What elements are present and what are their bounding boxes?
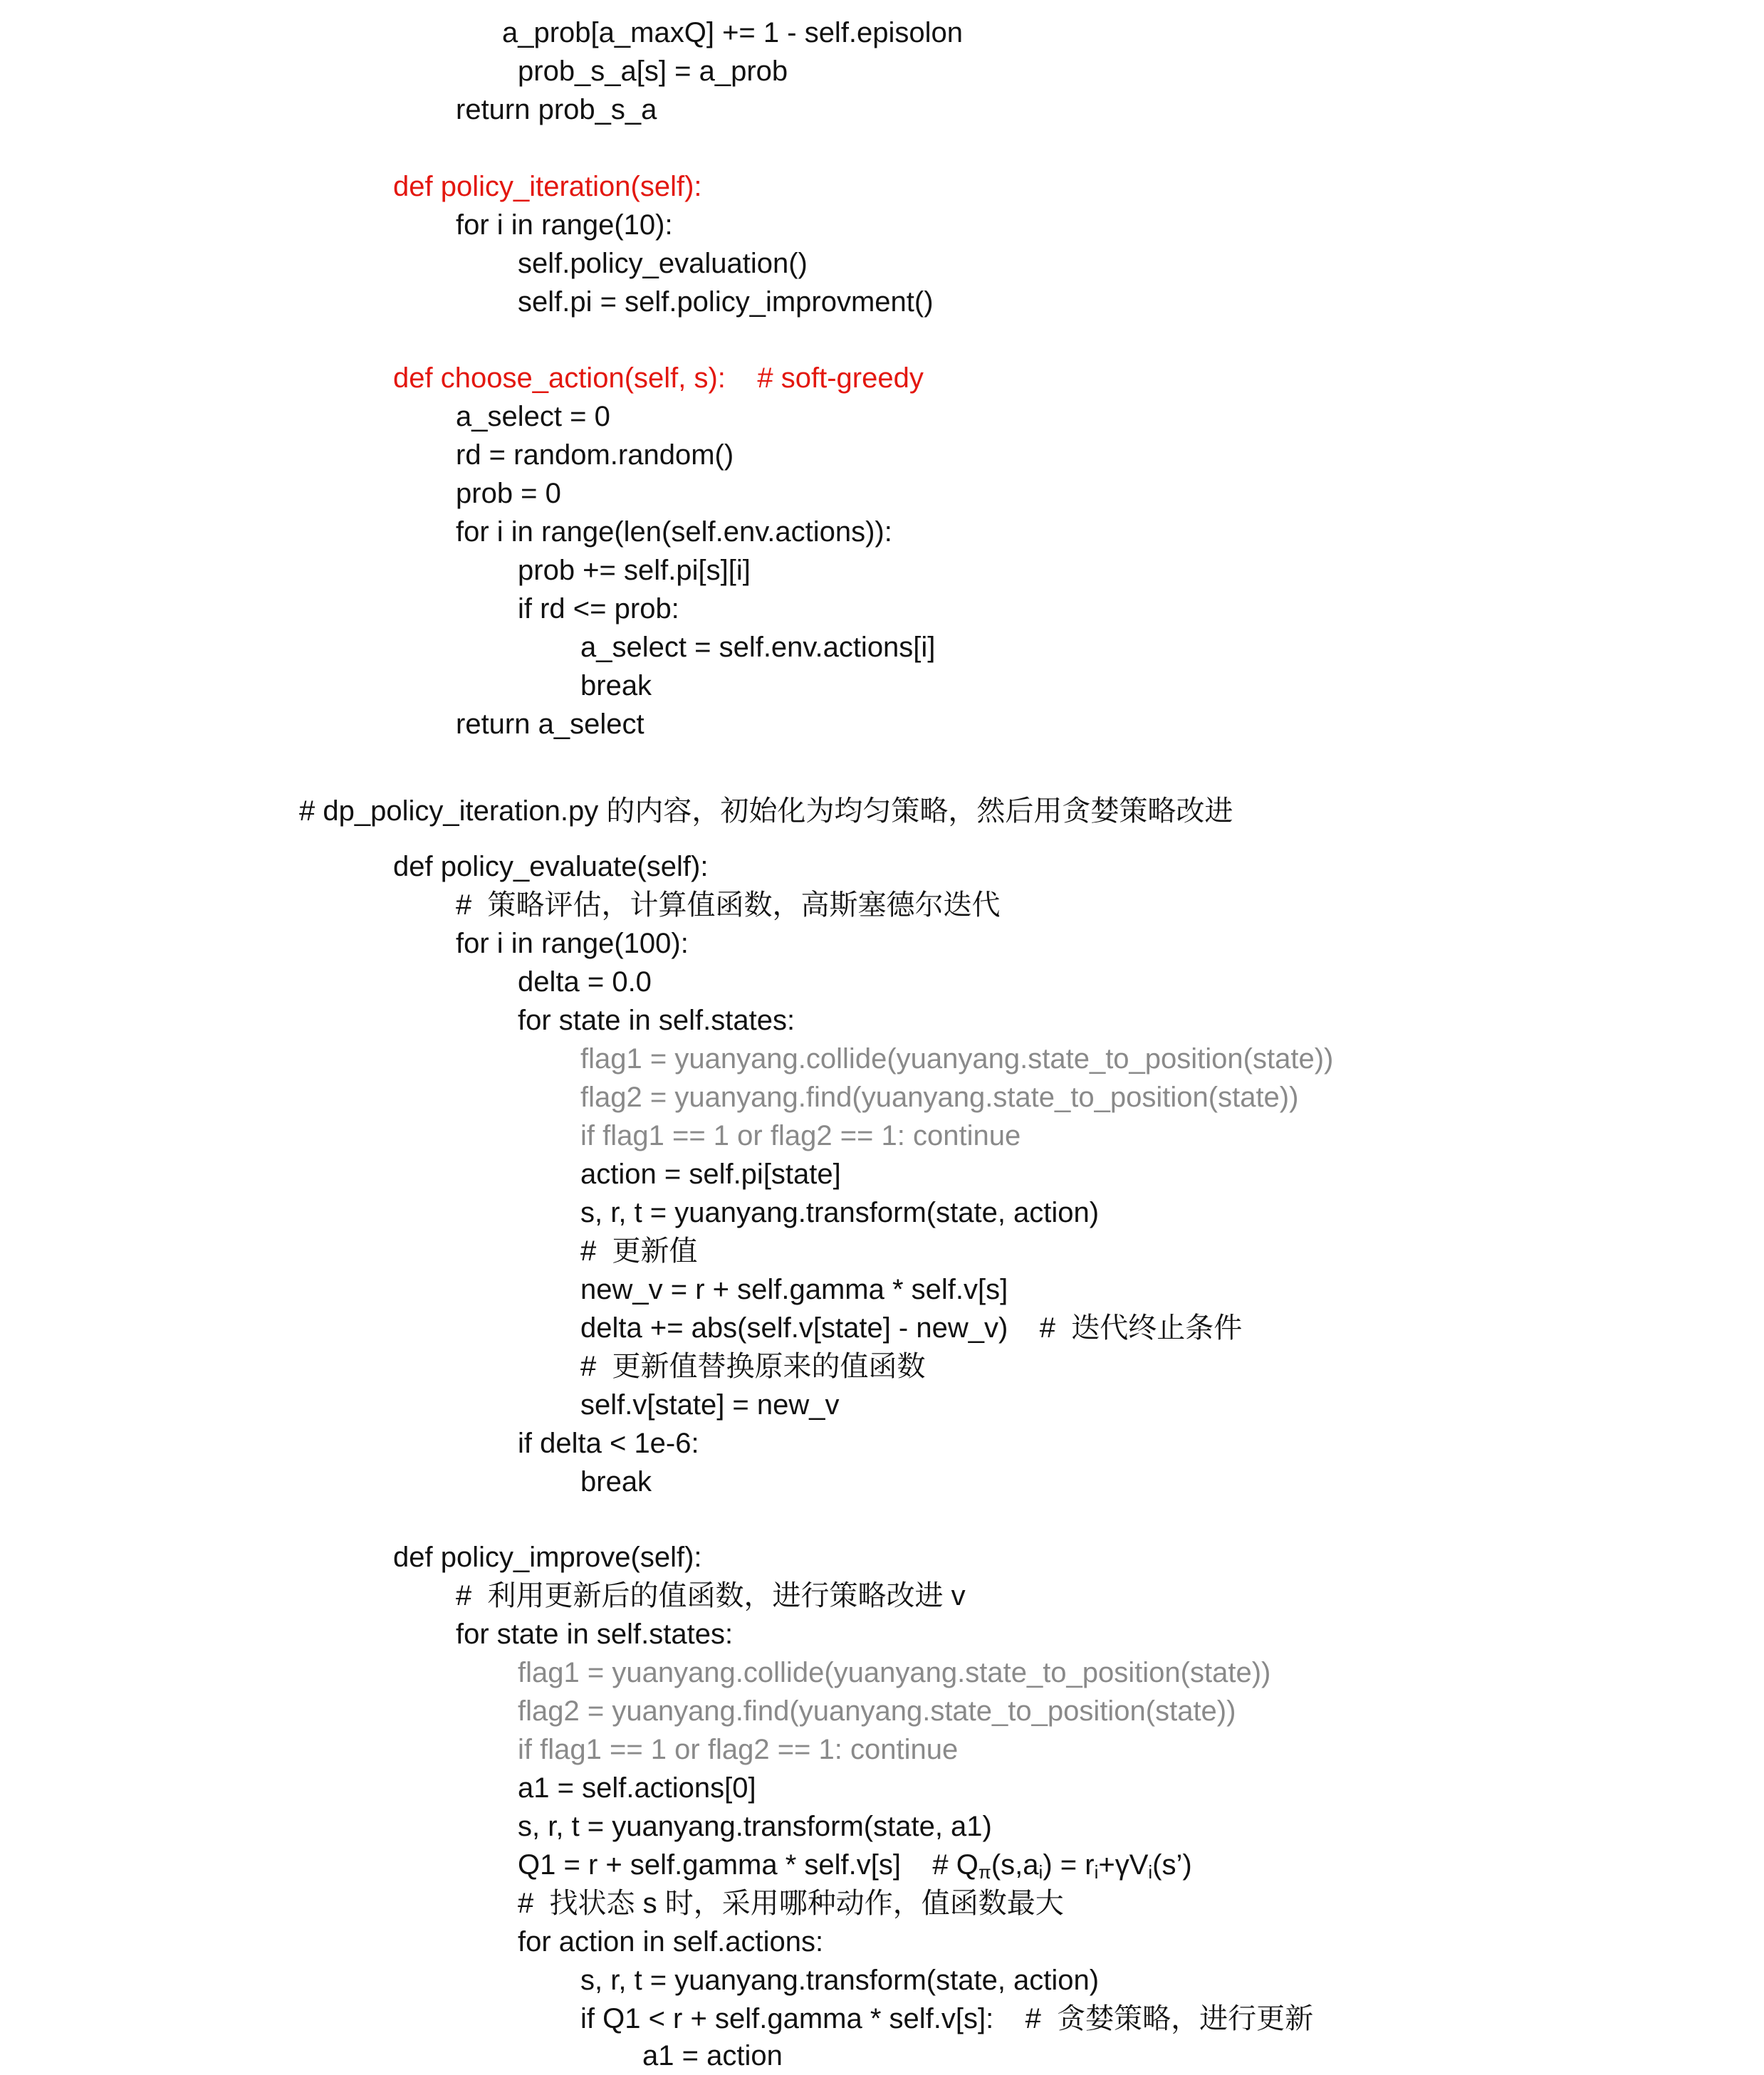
code-line: a1 = action bbox=[642, 2040, 783, 2071]
code-line: s, r, t = yuanyang.transform(state, action) bbox=[580, 1197, 1100, 1228]
code-line: prob += self.pi[s][i] bbox=[518, 555, 751, 586]
function-def-choose-action: def choose_action(self, s): # soft-greedy bbox=[393, 362, 924, 394]
code-line: rd = random.random() bbox=[456, 439, 734, 471]
code-line-muted: if flag1 == 1 or flag2 == 1: continue bbox=[518, 1734, 959, 1765]
code-line-muted: if flag1 == 1 or flag2 == 1: continue bbox=[580, 1120, 1021, 1151]
subscript-i: i bbox=[1094, 1861, 1099, 1883]
section-heading: # dp_policy_iteration.py 的内容，初始化为均匀策略，然后用贪婪策略改进 bbox=[299, 795, 1233, 827]
code-line: new_v = r + self.gamma * self.v[s] bbox=[580, 1274, 1008, 1305]
function-def-policy-improve: def policy_improve(self): bbox=[393, 1542, 702, 1573]
code-line: action = self.pi[state] bbox=[580, 1159, 841, 1190]
code-line: a1 = self.actions[0] bbox=[518, 1772, 756, 1804]
code-line: s, r, t = yuanyang.transform(state, a1) bbox=[518, 1811, 992, 1842]
code-line: self.pi = self.policy_improvment() bbox=[518, 286, 934, 318]
code-line: for i in range(len(self.env.actions)): bbox=[456, 516, 892, 548]
code-line: prob = 0 bbox=[456, 478, 561, 509]
code-line: if delta < 1e-6: bbox=[518, 1428, 699, 1459]
code-line-muted: flag2 = yuanyang.find(yuanyang.state_to_position(state)) bbox=[518, 1695, 1236, 1727]
code-line: break bbox=[580, 670, 652, 701]
formula-part: (s,a bbox=[991, 1849, 1039, 1881]
code-line: break bbox=[580, 1466, 652, 1498]
subscript-pi: π bbox=[978, 1861, 991, 1883]
subscript-i: i bbox=[1148, 1861, 1153, 1883]
code-line: for i in range(100): bbox=[456, 928, 689, 959]
function-def-policy-evaluate: def policy_evaluate(self): bbox=[393, 851, 709, 882]
q1-assignment: Q1 = r + self.gamma * self.v[s] bbox=[518, 1849, 933, 1881]
code-line: for i in range(10): bbox=[456, 209, 673, 241]
code-comment: # 更新值 bbox=[580, 1235, 698, 1267]
code-line: delta = 0.0 bbox=[518, 966, 652, 998]
code-line-muted: flag2 = yuanyang.find(yuanyang.state_to_position(state)) bbox=[580, 1082, 1299, 1113]
comment-prefix: # Q bbox=[932, 1849, 978, 1881]
code-line: self.policy_evaluation() bbox=[518, 248, 808, 279]
formula-part: ) = r bbox=[1043, 1849, 1095, 1881]
code-line: prob_s_a[s] = a_prob bbox=[518, 56, 788, 87]
code-line: self.v[state] = new_v bbox=[580, 1389, 840, 1421]
function-def-policy-iteration: def policy_iteration(self): bbox=[393, 171, 702, 202]
code-comment: # 更新值替换原来的值函数 bbox=[580, 1351, 926, 1382]
code-line: for action in self.actions: bbox=[518, 1926, 824, 1958]
code-line: return a_select bbox=[456, 709, 644, 740]
formula-part: +γV bbox=[1098, 1849, 1149, 1881]
code-comment: # 策略评估，计算值函数，高斯塞德尔迭代 bbox=[456, 889, 1001, 921]
code-line: for state in self.states: bbox=[456, 1619, 734, 1650]
code-line: s, r, t = yuanyang.transform(state, action) bbox=[580, 1965, 1100, 1996]
code-line: if Q1 < r + self.gamma * self.v[s]: # 贪婪策略，进行更新 bbox=[580, 2003, 1314, 2034]
code-comment: # 利用更新后的值函数，进行策略改进 v bbox=[456, 1580, 966, 1611]
code-line: a_select = self.env.actions[i] bbox=[580, 632, 936, 663]
formula-part: (s’) bbox=[1152, 1849, 1192, 1881]
code-line: for state in self.states: bbox=[518, 1005, 795, 1036]
code-line: a_select = 0 bbox=[456, 401, 610, 432]
code-line: if rd <= prob: bbox=[518, 593, 679, 624]
code-line: delta += abs(self.v[state] - new_v) # 迭代终止条件 bbox=[580, 1312, 1243, 1344]
code-line-muted: flag1 = yuanyang.collide(yuanyang.state_to_position(state)) bbox=[518, 1657, 1271, 1688]
subscript-i: i bbox=[1038, 1861, 1043, 1883]
code-line-muted: flag1 = yuanyang.collide(yuanyang.state_to_position(state)) bbox=[580, 1043, 1334, 1075]
code-line: a_prob[a_maxQ] += 1 - self.episolon bbox=[502, 17, 964, 48]
code-line: return prob_s_a bbox=[456, 94, 657, 125]
code-comment: # 找状态 s 时，采用哪种动作，值函数最大 bbox=[518, 1888, 1064, 1919]
